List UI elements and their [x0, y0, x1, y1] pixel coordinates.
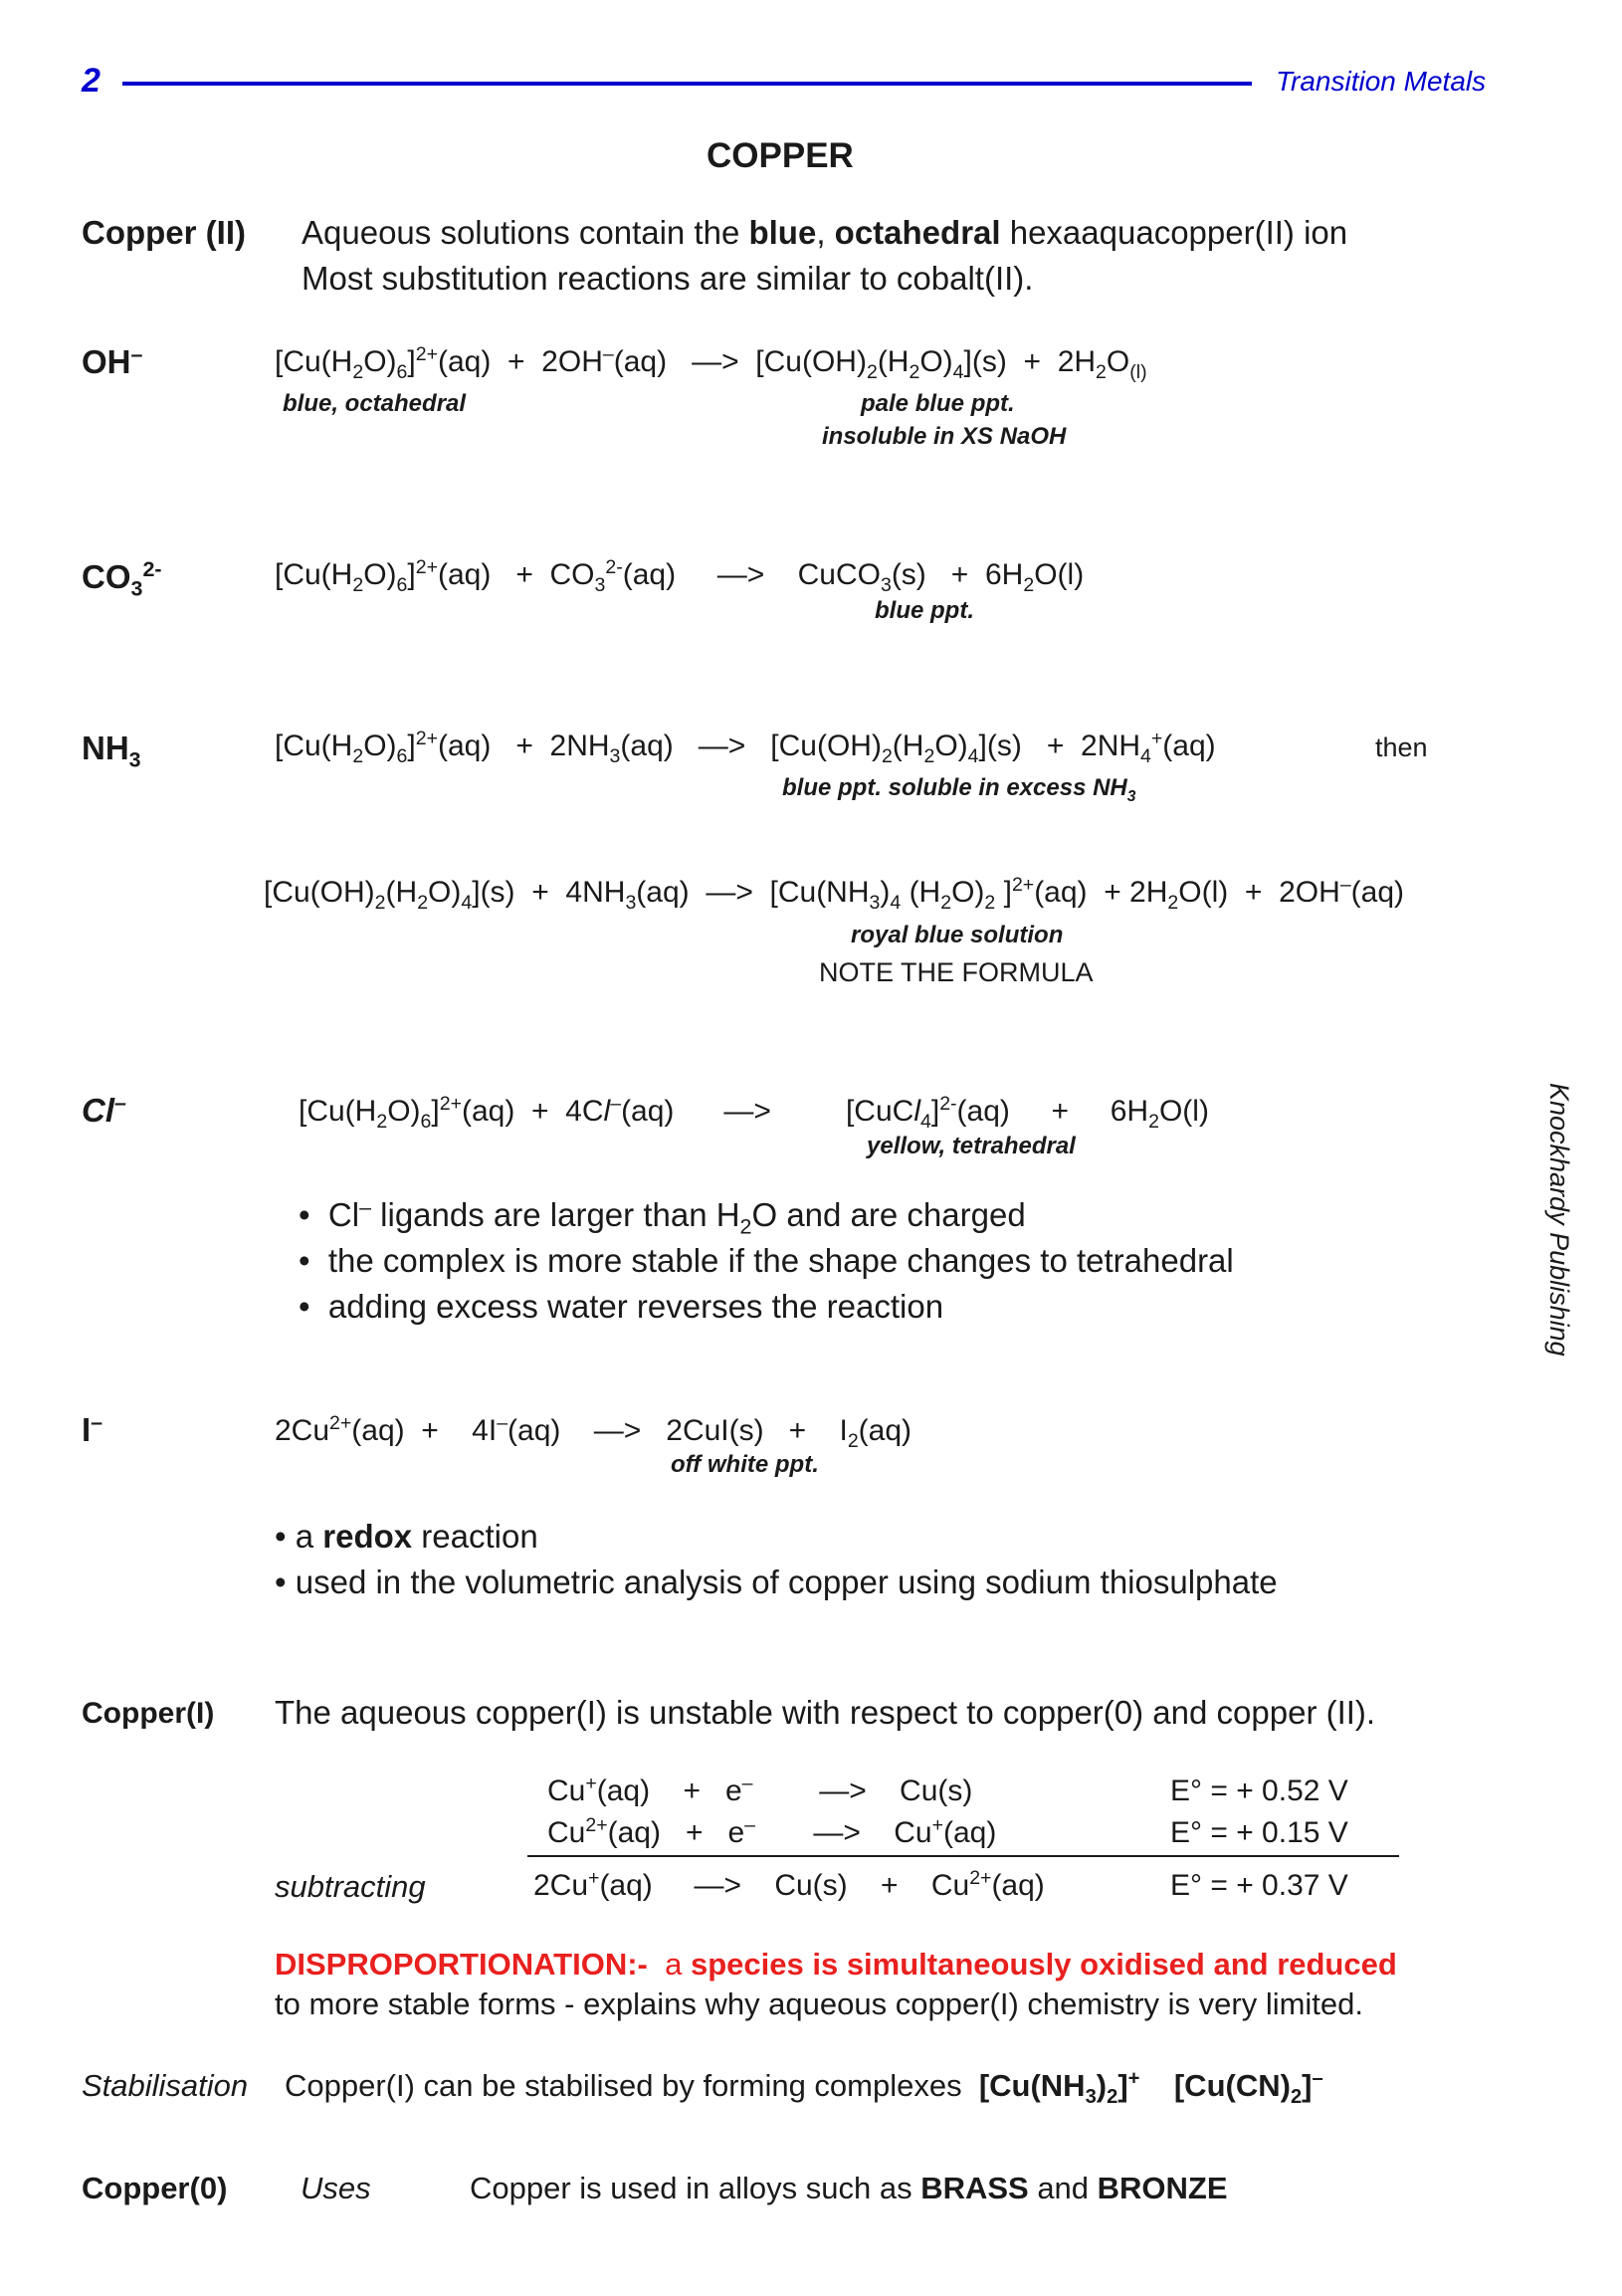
copper1-e2: E° = + 0.15 V — [1170, 1816, 1348, 1849]
copper1-text: The aqueous copper(I) is unstable with respect to copper(0) and copper (II). — [275, 1694, 1376, 1731]
copper1-subtracting: subtracting — [275, 1869, 426, 1904]
copper2-text-e: hexaaquacopper(II) ion — [1000, 214, 1348, 251]
iodide-caption: off white ppt. — [671, 1451, 819, 1478]
cl-bullet-1-b: ligands are larger than H — [371, 1196, 740, 1233]
copper2-text-octahedral: octahedral — [834, 214, 1001, 251]
nh3-note: NOTE THE FORMULA — [819, 957, 1094, 987]
copper0-label: Copper(0) — [82, 2171, 228, 2205]
iodide-bullet-1-redox: redox — [322, 1518, 413, 1555]
iodide-label: I– — [82, 1410, 103, 1448]
co3-label-text: CO — [82, 558, 131, 595]
header-section-title: Transition Metals — [1276, 66, 1487, 97]
nh3-caption-1-text: blue ppt. soluble in excess NH — [782, 774, 1127, 801]
disp-term: DISPROPORTIONATION:- — [275, 1947, 648, 1982]
copper1-half-eq-1: Cu+(aq) + e– —> Cu(s) — [547, 1773, 973, 1807]
copper0-text-c: and — [1028, 2171, 1098, 2205]
co3-caption: blue ppt. — [875, 597, 974, 624]
cl-bullet-2: • the complex is more stable if the shape changes to tetrahedral — [299, 1242, 1234, 1279]
side-publisher: Knockhardy Publishing — [1544, 1083, 1574, 1357]
cl-bullet-1-c: O and are charged — [751, 1196, 1026, 1233]
iodide-bullet-2: • used in the volumetric analysis of copper using sodium thiosulphate — [275, 1564, 1278, 1600]
cl-label: Cl– — [82, 1091, 126, 1129]
iodide-bullet-1: • a redox reaction — [275, 1518, 538, 1555]
oh-label: OH– — [82, 342, 143, 380]
copper1-overall-eq: 2Cu+(aq) —> Cu(s) + $Cu^{2+}(aq)$ — [533, 1867, 1045, 1902]
cl-bullet-2-text: the complex is more stable if the shape changes to tetrahedral — [327, 1242, 1234, 1279]
disproportionation-line — [275, 1947, 1397, 1983]
copper0-text-a: Copper is used in alloys such as — [470, 2171, 921, 2205]
copper1-subtract-rule — [527, 1855, 1399, 1857]
cl-equation: $[Cu(H_2O)_6]^{2+}(aq) + 4Cl^-(aq)$ —> [CuCl$_4$]$^{2-}$(aq) + $6H_2O(l)$ — [299, 1093, 1209, 1133]
page-title: COPPER — [707, 136, 854, 175]
nh3-equation-2: $[Cu(OH)_2(H_2O)_4](s) + 4NH_3(aq)$ —> [$Cu(NH_3)_4$ $(H_2O)_2$ ]$^{2+}(aq) + 2H_2O(l) + 2OH^-(aq)$ — [264, 874, 1405, 914]
copper0-text — [470, 2171, 1228, 2206]
copper0-brass: BRASS — [920, 2171, 1029, 2205]
cl-bullet-1-a: Cl — [327, 1196, 360, 1233]
header-rule — [122, 82, 1252, 86]
stabilisation-text-main: Copper(I) can be stabilised by forming complexes — [285, 2068, 962, 2103]
copper0-uses: Uses — [301, 2171, 371, 2205]
co3-label: $CO_3^{2-}$ — [82, 557, 162, 601]
copper2-text-c: , — [816, 214, 835, 251]
copper1-e3: E° = + 0.37 V — [1170, 1869, 1348, 1902]
copper1-label: Copper(I) — [82, 1697, 215, 1730]
nh3-caption-2: royal blue solution — [851, 922, 1064, 948]
cl-caption: yellow, tetrahedral — [867, 1133, 1076, 1159]
disproportionation-line-2: to more stable forms - explains why aqueous copper(I) chemistry is very limited. — [275, 1986, 1364, 2021]
cl-bullet-1: • Cl– ligands are larger than $H_2O$ and are charged — [299, 1195, 1026, 1239]
iodide-equation: $2Cu^{2+}(aq)$ + 4I–(aq) —> 2CuI(s) + $I_2(aq)$ — [275, 1412, 912, 1452]
page-number: 2 — [82, 62, 101, 100]
disp-a: a — [665, 1947, 683, 1982]
iodide-bullet-2-text: used in the volumetric analysis of copper using sodium thiosulphate — [295, 1564, 1278, 1600]
copper2-label: Copper (II) — [82, 214, 246, 251]
stabilisation-label: Stabilisation — [82, 2068, 249, 2103]
nh3-label-text: NH — [82, 730, 129, 766]
nh3-label: $NH_3$ — [82, 730, 141, 772]
oh-equation: $[Cu(H_2O)_6]^{2+}(aq) + 2OH^-(aq)$ —> $[Cu(OH)_2(H_2O)_4](s) + 2H_2O_{(l)}$ — [275, 343, 1147, 383]
copper2-text-a: Aqueous solutions contain the — [302, 214, 749, 251]
cl-bullet-3: • adding excess water reverses the reaction — [299, 1288, 944, 1325]
nh3-caption-1: blue ppt. soluble in excess $NH_3$ — [782, 774, 1136, 805]
iodide-bullet-1-c: reaction — [412, 1518, 538, 1555]
co3-equation: $[Cu(H_2O)_6]^{2+}(aq) + CO_3^{2-}(aq)$ —> CuCO$_3$(s) + $6H_2O(l)$ — [275, 556, 1085, 596]
copper2-text-blue: blue — [748, 214, 817, 251]
copper1-half-eq-2: $Cu^{2+}(aq) + e^-$ —> Cu+(aq) — [547, 1814, 997, 1849]
cl-label-text: Cl — [82, 1092, 114, 1129]
copper2-line2: Most substitution reactions are similar to cobalt(II). — [302, 260, 1034, 297]
iodide-bullet-1-a: a — [295, 1518, 323, 1555]
oh-label-text: OH — [82, 343, 131, 380]
copper1-e1: E° = + 0.52 V — [1170, 1774, 1348, 1807]
oh-caption-product: pale blue ppt. — [861, 390, 1015, 417]
nh3-equation-1: $[Cu(H_2O)_6]^{2+}(aq) + 2NH_3(aq)$ —> $[Cu(OH)_2(H_2O)_4](s) + 2NH_4^+(aq)$ — [275, 728, 1216, 767]
copper0-bronze: BRONZE — [1097, 2171, 1228, 2205]
cl-bullet-3-text: adding excess water reverses the reaction — [327, 1288, 944, 1325]
disp-definition: species is simultaneously oxidised and reduced — [690, 1947, 1397, 1982]
nh3-then: then — [1375, 732, 1428, 762]
stabilisation-text: Copper(I) can be stabilised by forming complexes $[Cu(NH_3)_2]^+$ $[Cu(CN)_2]^-$ — [285, 2067, 1323, 2109]
oh-caption-reactant: blue, octahedral — [283, 390, 467, 417]
oh-caption-product-2: insoluble in XS NaOH — [822, 423, 1067, 450]
iodide-label-text: I — [82, 1411, 92, 1448]
copper2-line1 — [302, 214, 1347, 252]
